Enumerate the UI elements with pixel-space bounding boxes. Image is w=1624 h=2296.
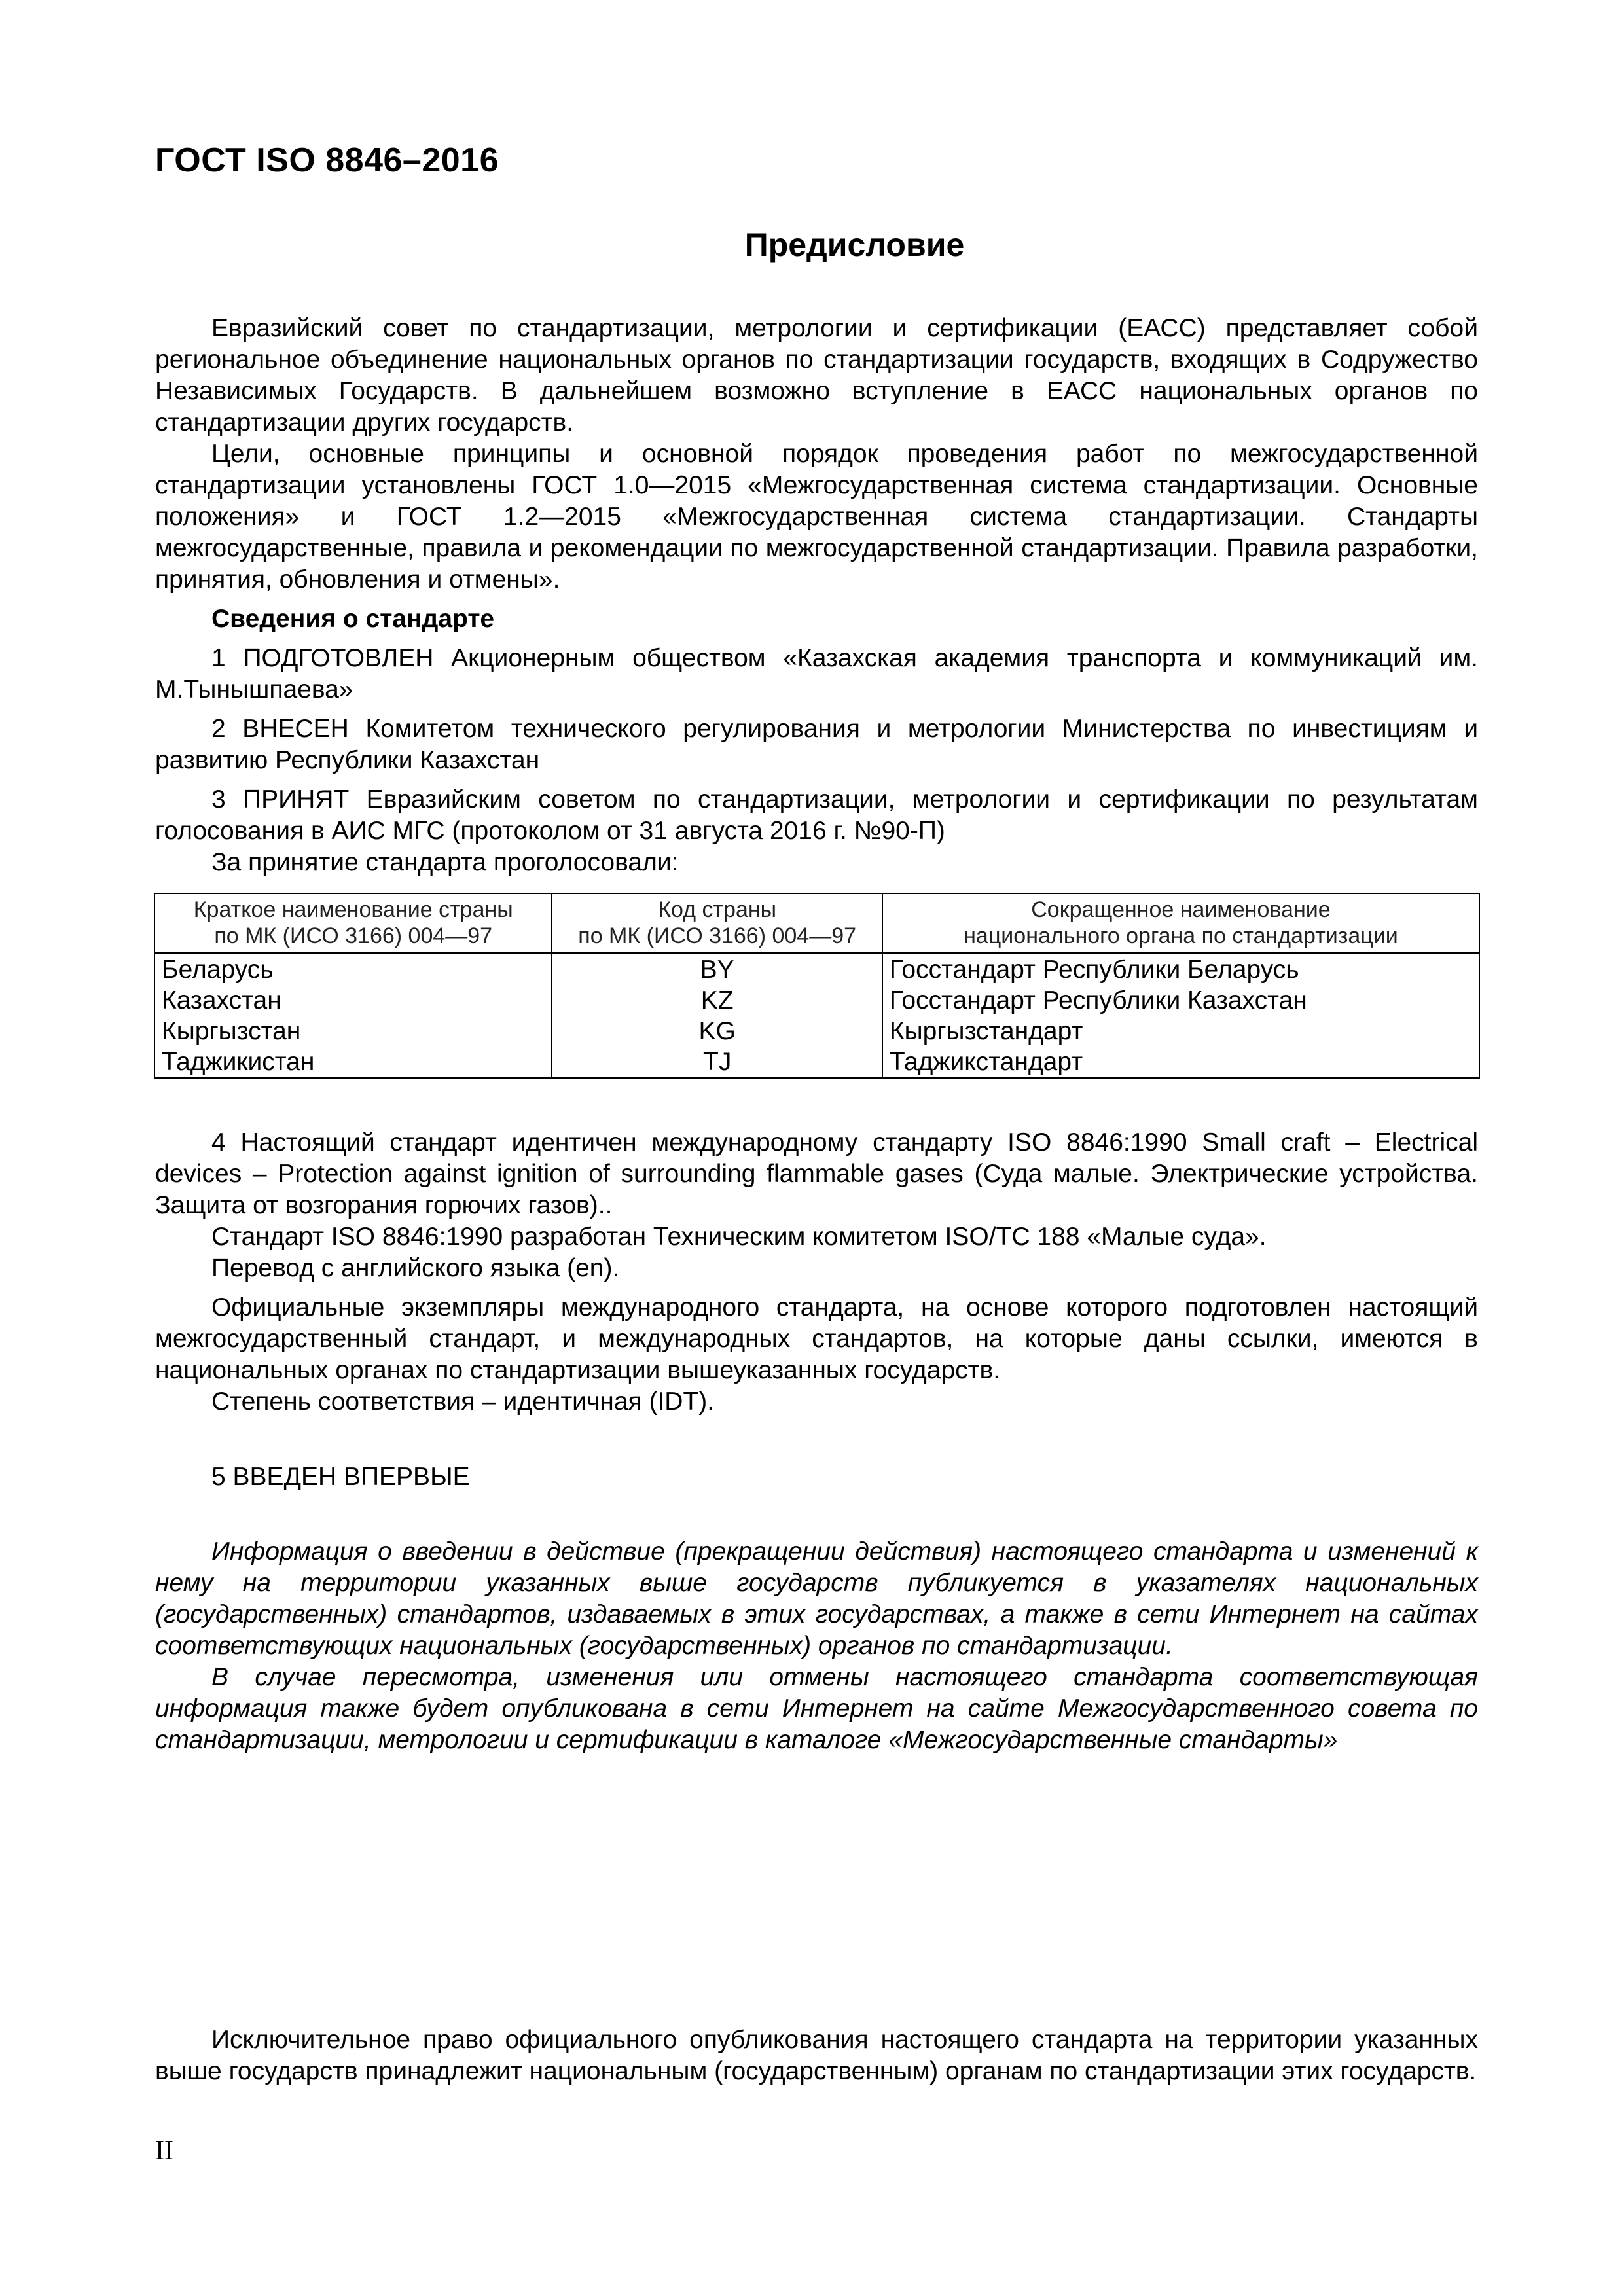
page-title: Предисловие bbox=[744, 226, 965, 263]
intro-paragraph: Евразийский совет по стандартизации, метрологии и сертификации (ЕАСС) представляет собой региональное объединение национальных органов по стандартизации государств, входящих в Содружество Независимых Государств. В дальнейшем возможно вступление в ЕАСС национальных органов по стандартизации других государств. bbox=[155, 314, 1478, 437]
table-header-row bbox=[154, 893, 1479, 953]
body-cell: Госстандарт Республики Беларусь bbox=[882, 953, 1479, 985]
votes-intro: За принятие стандарта проголосовали: bbox=[211, 848, 679, 876]
code-cell: BY bbox=[552, 953, 882, 985]
item4-paragraph: 4 Настоящий стандарт идентичен международному стандарту ISO 8846:1990 Small craft – Electrical devices – Protection against ignition of surrounding flammable gases (Суда малые. Электрические устройства. Защита от возгорания горючих газов).. bbox=[155, 1128, 1478, 1219]
body-cell: Кыргызстандарт bbox=[882, 1016, 1479, 1047]
rights-paragraph: Исключительное право официального опубликования настоящего стандарта на территории указанных выше государств принадлежит национальным (государственным) органам по стандартизации этих государств. bbox=[155, 2026, 1478, 2085]
code-cell: KZ bbox=[552, 985, 882, 1016]
table-row bbox=[154, 953, 1479, 985]
notice-paragraph: В случае пересмотра, изменения или отмены настоящего стандарта соответствующая информация также будет опубликована в сети Интернет на сайте Межгосударственного совета по стандартизации, метрологии и сертификации в каталоге «Межгосударственные стандарты» bbox=[155, 1663, 1478, 1754]
column-header-code: Код страны по МК (ИСО 3166) 004—97 bbox=[552, 893, 882, 953]
document-header: ГОСТ ISO 8846–2016 bbox=[155, 141, 499, 179]
item4-paragraph: Официальные экземпляры международного стандарта, на основе которого подготовлен настоящий межгосударственный стандарт, и международных стандартов, на которые даны ссылки, имеются в национальных органах по стандартизации вышеуказанных государств. bbox=[155, 1293, 1478, 1384]
table-row bbox=[154, 985, 1479, 1016]
item-prepared: 1 ПОДГОТОВЛЕН Акционерным обществом «Казахская академия транспорта и коммуникаций им. М.Тынышпаева» bbox=[155, 644, 1478, 704]
item4-paragraph: Перевод с английского языка (en). bbox=[211, 1254, 620, 1282]
rights-section bbox=[155, 2024, 1478, 2087]
body-cell: Таджикстандарт bbox=[882, 1047, 1479, 1078]
votes-table bbox=[154, 893, 1480, 1079]
page-number: II bbox=[155, 2136, 173, 2166]
country-cell: Казахстан bbox=[154, 985, 552, 1016]
item-first-introduced: 5 ВВЕДЕН ВПЕРВЫЕ bbox=[211, 1463, 470, 1491]
notice-paragraph: Информация о введении в действие (прекращении действия) настоящего стандарта и изменений к нему на территории указанных выше государств публикуется в указателях национальных (государственных) стандартов, издаваемых в этих государствах, а также в сети Интернет на сайтах соответствующих национальных (государственных) органов по стандартизации. bbox=[155, 1537, 1478, 1660]
column-header-body: Сокращенное наименование национального органа по стандартизации bbox=[882, 893, 1479, 953]
body-cell: Госстандарт Республики Казахстан bbox=[882, 985, 1479, 1016]
country-cell: Кыргызстан bbox=[154, 1016, 552, 1047]
item5-section bbox=[155, 1462, 1478, 1493]
intro-paragraph: Цели, основные принципы и основной порядок проведения работ по межгосударственной стандартизации установлены ГОСТ 1.0—2015 «Межгосударственная система стандартизации. Основные положения» и ГОСТ 1.2—2015 «Межгосударственная система стандартизации. Стандарты межгосударственные, правила и рекомендации по межгосударственной стандартизации. Правила разработки, принятия, обновления и отмены». bbox=[155, 440, 1478, 594]
item-introduced: 2 ВНЕСЕН Комитетом технического регулирования и метрологии Министерства по инвестициям и развитию Республики Казахстан bbox=[155, 715, 1478, 774]
notice-section bbox=[155, 1536, 1478, 1756]
table-row bbox=[154, 1047, 1479, 1078]
item4-section bbox=[155, 1127, 1478, 1418]
code-cell: KG bbox=[552, 1016, 882, 1047]
info-heading: Сведения о стандарте bbox=[211, 605, 495, 633]
item-adopted: 3 ПРИНЯТ Евразийским советом по стандартизации, метрологии и сертификации по результатам голосования в АИС МГС (протоколом от 31 августа 2016 г. №90-П) bbox=[155, 785, 1478, 845]
table-row bbox=[154, 1016, 1479, 1047]
intro-section bbox=[155, 313, 1478, 878]
item4-paragraph: Степень соответствия – идентичная (IDT). bbox=[211, 1388, 715, 1416]
code-cell: TJ bbox=[552, 1047, 882, 1078]
column-header-country: Краткое наименование страны по МК (ИСО 3166) 004—97 bbox=[154, 893, 552, 953]
item4-paragraph: Стандарт ISO 8846:1990 разработан Техническим комитетом ISO/TC 188 «Малые суда». bbox=[211, 1223, 1267, 1251]
country-cell: Таджикистан bbox=[154, 1047, 552, 1078]
country-cell: Беларусь bbox=[154, 953, 552, 985]
